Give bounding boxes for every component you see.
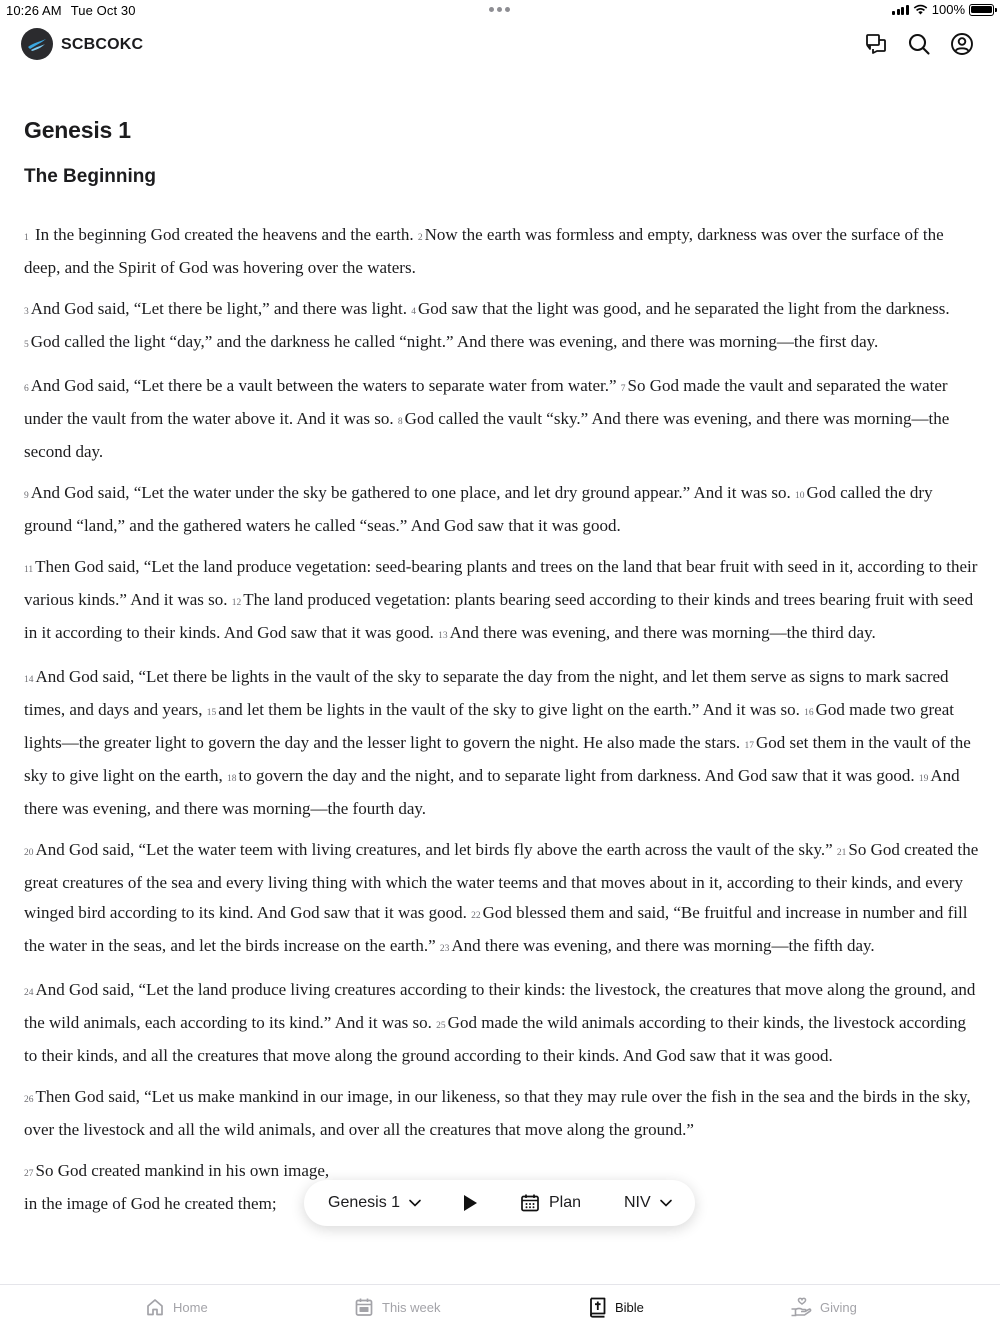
calendar-icon [520,1193,540,1213]
verse-text: And God said, “Let there be lights in the vault of the sky to separate the day from the night, and let them serve as signs to mark sacred times, and days and years, [24,667,949,719]
paragraph [24,478,979,541]
tab-giving[interactable] [790,1297,857,1317]
paragraph [24,294,979,360]
chapter-title: Genesis 1 [24,117,131,143]
verse-number: 12 [231,598,242,608]
status-indicators [892,2,994,17]
battery-icon [969,4,994,16]
account-icon[interactable] [950,32,974,56]
verse[interactable] [207,700,800,719]
chat-icon[interactable] [864,32,888,56]
section-title: The Beginning [24,166,156,187]
multitasking-dots-icon[interactable] [489,7,510,12]
verse-text: God saw that the light was good, and he separated the light from the darkness. [418,299,950,318]
verse-number: 21 [836,848,847,858]
play-audio-button[interactable] [462,1180,478,1226]
status-time: 10:26 AM [6,3,62,18]
giving-hand-icon [790,1297,812,1317]
verse-text: And God said, “Let the land produce living creatures according to their kinds: the livestock, the creatures that move along the ground, and the wild animals, each according to its kind.” And it was so. [24,980,976,1032]
paragraph [24,552,979,651]
tab-this-week[interactable] [354,1297,441,1317]
verse-number: 16 [804,708,814,718]
wifi-icon [913,4,928,15]
verse-text: In the beginning God created the heavens and the earth. [35,225,414,244]
verse-text: So God made the vault and separated the water under the vault from the water above it. And it was so. [24,376,948,428]
verse-text: The land produced vegetation: plants bearing seed according to their kinds and trees bearing fruit with seed in it according to their kinds. And God saw that it was good. [24,590,974,642]
tab-this-week-label: This week [382,1299,441,1315]
tab-bible-label: Bible [615,1300,644,1315]
tab-bar [0,1284,1000,1334]
version-label: NIV [624,1194,651,1211]
plan-label: Plan [549,1194,582,1211]
verse-number: 2 [417,233,423,243]
logo-swoosh-icon [21,28,53,60]
chevron-down-icon [408,1198,422,1208]
verse-text: God set them in the vault of the sky to give light on the earth, [24,733,971,785]
verse-number: 25 [436,1021,446,1031]
version-selector[interactable] [624,1180,673,1226]
chevron-down-icon [659,1198,673,1208]
verse-text: God made two great lights—the greater light to govern the day and the lesser light to govern the night. He also made the stars. [24,700,954,752]
verse-number: 3 [24,307,29,317]
verse-line: in the image of God he created them; [24,1194,277,1213]
verse[interactable] [24,299,407,318]
status-time-date [6,3,136,18]
verse-text: So God created the great creatures of the sea and every living thing with which the water teems and that moves about in it, according to their kinds, and every winged bird according to its kind. And God saw that it was good. [24,840,979,922]
verse-text: And God said, “Let there be light,” and there was light. [30,299,407,318]
paragraph [24,835,979,964]
chapter-selector[interactable] [328,1180,422,1226]
status-bar [0,0,1000,22]
verse-number: 1 [24,233,29,243]
verse-text: Then God said, “Let the land produce vegetation: seed-bearing plants and trees on the land that bear fruit with seed in it, according to their various kinds.” And it was so. [24,557,978,609]
paragraph [24,1082,979,1145]
verse-number: 17 [744,741,754,751]
verse-number: 23 [439,944,450,954]
scripture-text [24,220,979,1219]
verse-number: 14 [24,675,34,685]
app-name: SCBCOKC [61,36,144,53]
bible-icon [588,1297,607,1318]
verse-number: 27 [24,1169,34,1179]
verse-number: 5 [24,340,29,350]
verse-text: God blessed them and said, “Be fruitful and increase in number and fill the water in the seas, and let the birds increase on the earth.” [24,903,968,955]
battery-fill [971,6,992,14]
verse-text: And there was evening, and there was morning—the fourth day. [24,766,960,818]
verse-number: 4 [411,307,416,317]
verse-text: Now the earth was formless and empty, darkness was over the surface of the deep, and the Spirit of God was hovering over the waters. [24,225,944,277]
search-icon[interactable] [907,32,931,56]
battery-percent: 100% [931,2,965,17]
verse-text: So God created mankind in his own image, [35,1161,330,1180]
verse-number: 6 [24,384,29,394]
verse-text: And God said, “Let the water under the sky be gathered to one place, and let dry ground appear.” And it was so. [30,483,791,502]
app-header [0,22,1000,70]
verse-text: God called the dry ground “land,” and the gathered waters he called “seas.” And God saw that it was good. [24,483,933,535]
verse-text: to govern the day and the night, and to separate light from darkness. And God saw that it was good. [238,766,915,785]
home-icon [145,1297,165,1317]
verse-text: and let them be lights in the vault of the sky to give light on the earth.” And it was so. [218,700,800,719]
verse-number: 8 [397,417,403,427]
verse-number: 9 [24,491,29,501]
paragraph [24,662,979,824]
verse-number: 7 [620,384,626,394]
chapter-label: Genesis 1 [328,1194,401,1211]
verse-text: And God said, “Let the water teem with living creatures, and let birds fly above the earth across the vault of the sky.” [35,840,833,859]
calendar-icon [354,1297,374,1317]
verse-number: 26 [24,1095,34,1105]
tab-giving-label: Giving [820,1299,857,1315]
verse-text: And there was evening, and there was morning—the fifth day. [451,936,875,955]
cellular-signal-icon [892,4,909,15]
status-date: Tue Oct 30 [70,3,136,18]
tab-bible[interactable] [588,1297,644,1318]
reading-controls-bar [304,1180,695,1226]
play-icon [462,1194,478,1212]
verse-number: 11 [24,565,34,575]
verse-number: 20 [24,848,34,858]
verse-number: 18 [227,774,237,784]
verse-text: And God said, “Let there be a vault between the waters to separate water from water.” [30,376,617,395]
verse[interactable] [438,623,876,642]
verse[interactable] [227,766,915,785]
verse[interactable] [24,376,617,395]
verse[interactable] [24,225,414,244]
verse[interactable] [24,840,833,859]
church-logo[interactable] [21,28,53,60]
paragraph [24,220,979,283]
verse-number: 24 [24,988,34,998]
verse-text: God called the vault “sky.” And there was evening, and there was morning—the second day. [24,409,950,461]
verse-text: God made the wild animals according to their kinds, the livestock according to their kinds, and all the creatures that move along the ground according to their kinds. And God saw that it was good. [24,1013,967,1065]
verse-number: 15 [206,708,217,718]
verse-number: 22 [471,911,481,921]
verse-number: 10 [795,491,805,501]
paragraph [24,371,979,467]
verse[interactable] [24,483,791,502]
reading-plan-button[interactable] [520,1180,581,1226]
verse-number: 19 [918,774,929,784]
verse[interactable] [24,332,878,351]
verse-text: Then God said, “Let us make mankind in our image, in our likeness, so that they may rule over the fish in the sea and the birds in the sky, over the livestock and all the wild animals, and over all the creatures that move along the ground.” [24,1087,971,1139]
tab-home[interactable] [145,1297,208,1317]
bible-reader[interactable] [24,110,979,1282]
tab-home-label: Home [173,1299,208,1315]
verse[interactable] [411,299,949,318]
verse[interactable] [24,1087,971,1139]
verse-text: God called the light “day,” and the darkness he called “night.” And there was evening, and there was morning—the first day. [30,332,879,351]
paragraph [24,975,979,1071]
verse-text: And there was evening, and there was morning—the third day. [449,623,876,642]
verse-number: 13 [438,631,448,641]
verse[interactable] [440,936,875,955]
